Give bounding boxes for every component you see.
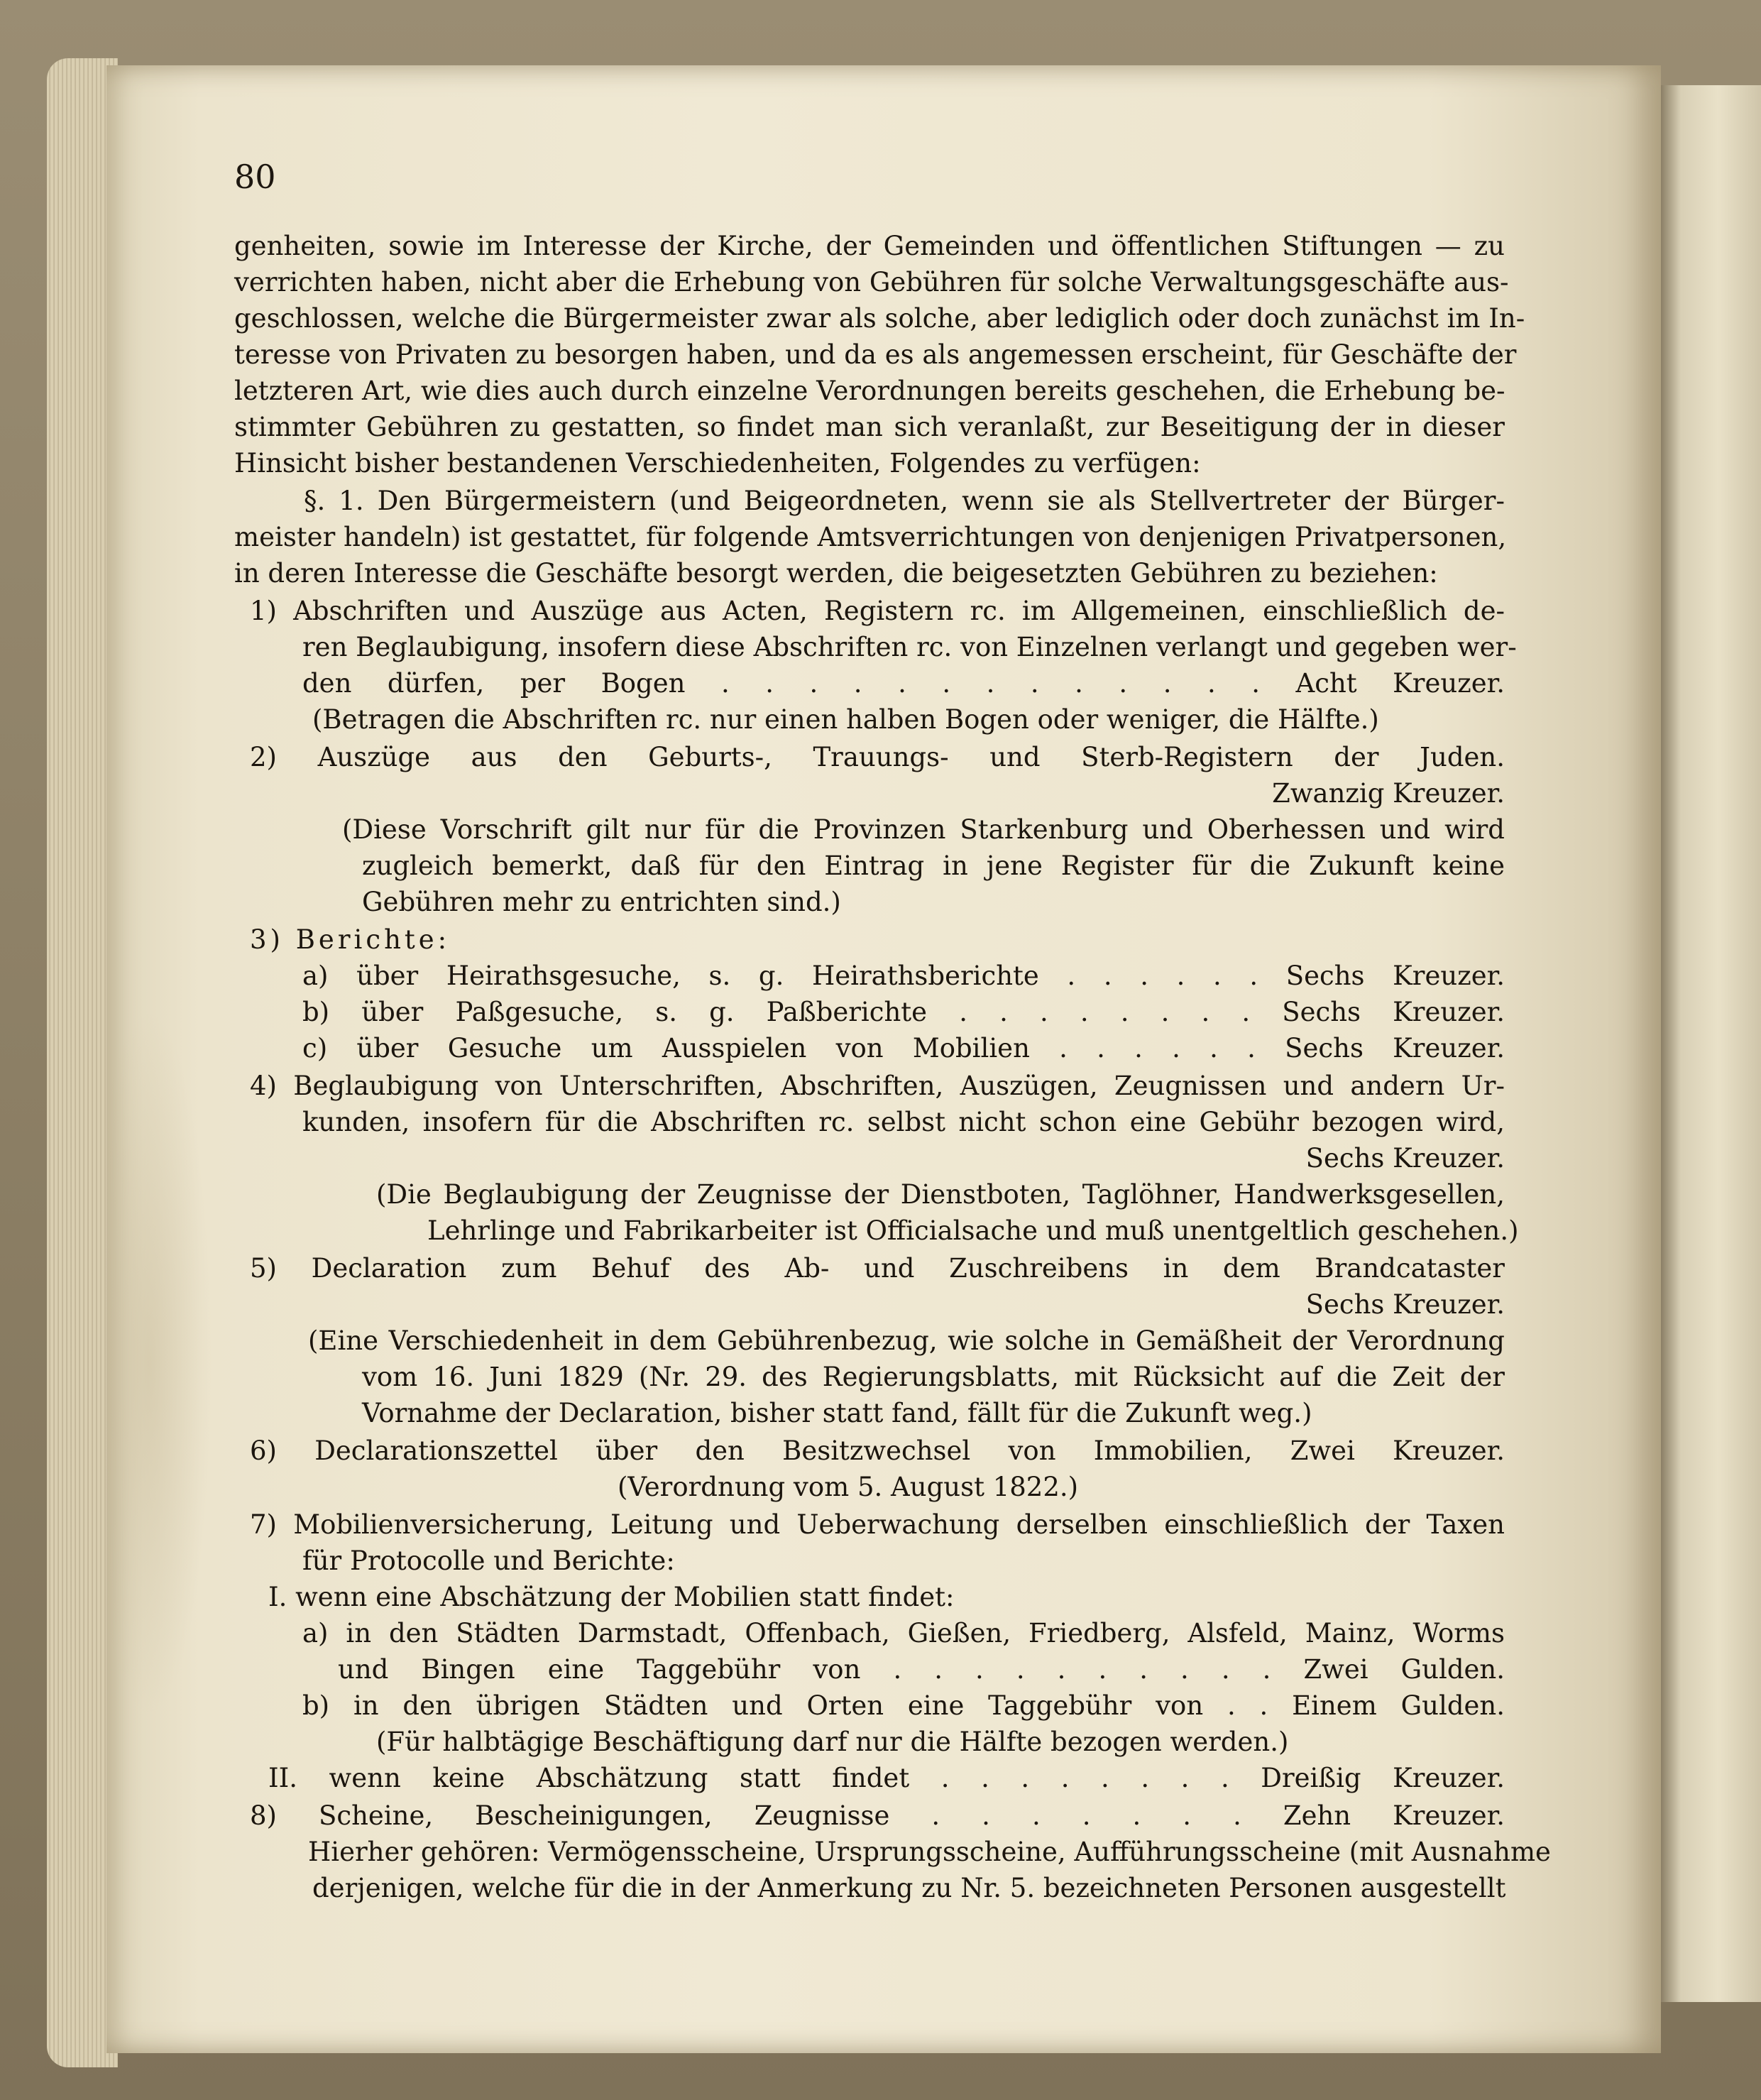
- paper-stain: [106, 1008, 213, 1718]
- note-line: (Verordnung vom 5. August 1822.): [618, 1472, 1079, 1502]
- list-item: 5) Declaration zum Behuf des Ab- und Zuschreibens in dem Brandcataster: [250, 1253, 1505, 1284]
- note-line: (Eine Verschiedenheit in dem Gebührenbezug, wie solche in Gemäßheit der Verordnung: [308, 1325, 1505, 1356]
- note-line: Vornahme der Declaration, bisher statt fand, fällt für die Zukunft weg.): [362, 1398, 1312, 1428]
- note-line: (Die Beglaubigung der Zeugnisse der Dienstboten, Taglöhner, Handwerksgesellen,: [376, 1179, 1505, 1210]
- list-item: 4) Beglaubigung von Unterschriften, Abschriften, Auszügen, Zeugnissen und andern Ur-: [250, 1071, 1505, 1101]
- list-item: 8) Scheine, Bescheinigungen, Zeugnisse . . . . . . . Zehn Kreuzer.: [250, 1800, 1505, 1831]
- list-item: 7) Mobilienversicherung, Leitung und Ueberwachung derselben einschließlich der Taxen: [250, 1509, 1505, 1540]
- note-line: (Für halbtägige Beschäftigung darf nur die Hälfte bezogen werden.): [376, 1727, 1289, 1757]
- fee-amount: Sechs Kreuzer.: [1305, 1143, 1505, 1174]
- text-line: den dürfen, per Bogen . . . . . . . . . . . . . Acht Kreuzer.: [302, 668, 1505, 699]
- sub-item: b) in den übrigen Städten und Orten eine Taggebühr von . . Einem Gulden.: [302, 1690, 1505, 1721]
- note-line: Lehrlinge und Fabrikarbeiter ist Officialsache und muß unentgeltlich geschehen.): [427, 1215, 1519, 1246]
- text-line: in deren Interesse die Geschäfte besorgt werden, die beigesetzten Gebühren zu beziehen:: [234, 558, 1438, 589]
- text-line: kunden, insofern für die Abschriften rc. selbst nicht schon eine Gebühr bezogen wird,: [302, 1107, 1505, 1137]
- text-line: und Bingen eine Taggebühr von . . . . . . . . . . Zwei Gulden.: [338, 1654, 1505, 1685]
- list-item: 3) Berichte:: [250, 924, 451, 955]
- text-line: geschlossen, welche die Bürgermeister zwar als solche, aber lediglich oder doch zunächst im In-: [234, 303, 1525, 334]
- list-item: 1) Abschriften und Auszüge aus Acten, Registern rc. im Allgemeinen, einschließlich de-: [250, 596, 1505, 626]
- facing-page: [1654, 85, 1761, 2002]
- text-line: für Protocolle und Berichte:: [302, 1546, 675, 1576]
- note-line: (Diese Vorschrift gilt nur für die Provinzen Starkenburg und Oberhessen und wird: [342, 814, 1505, 845]
- sub-item: I. wenn eine Abschätzung der Mobilien statt findet:: [268, 1582, 955, 1612]
- text-line: ren Beglaubigung, insofern diese Abschriften rc. von Einzelnen verlangt und gegeben wer-: [302, 632, 1517, 662]
- section-heading: §. 1. Den Bürgermeistern (und Beigeordneten, wenn sie als Stellvertreter der Bürger-: [304, 486, 1505, 516]
- fee-amount: Sechs Kreuzer.: [1305, 1289, 1505, 1320]
- sub-item: a) in den Städten Darmstadt, Offenbach, Gießen, Friedberg, Alsfeld, Mainz, Worms: [302, 1618, 1505, 1648]
- note-line: vom 16. Juni 1829 (Nr. 29. des Regierungsblatts, mit Rücksicht auf die Zeit der: [362, 1362, 1505, 1392]
- fee-amount: Zwanzig Kreuzer.: [1272, 778, 1505, 809]
- note-line: (Betragen die Abschriften rc. nur einen halben Bogen oder weniger, die Hälfte.): [312, 704, 1379, 735]
- list-item: 2) Auszüge aus den Geburts-, Trauungs- und Sterb-Registern der Juden.: [250, 742, 1505, 772]
- sub-item: a) über Heirathsgesuche, s. g. Heirathsberichte . . . . . . Sechs Kreuzer.: [302, 961, 1505, 991]
- text-line: meister handeln) ist gestattet, für folgende Amtsverrichtungen von denjenigen Privatpersonen,: [234, 522, 1507, 552]
- text-line: Hinsicht bisher bestandenen Verschiedenheiten, Folgendes zu verfügen:: [234, 448, 1201, 478]
- text-line: derjenigen, welche für die in der Anmerkung zu Nr. 5. bezeichneten Personen ausgestellt: [312, 1873, 1506, 1903]
- text-line: verrichten haben, nicht aber die Erhebung von Gebühren für solche Verwaltungsgeschäfte aus-: [234, 267, 1509, 297]
- text-line: letzteren Art, wie dies auch durch einzelne Verordnungen bereits geschehen, die Erhebung be-: [234, 376, 1505, 406]
- text-line: stimmter Gebühren zu gestatten, so findet man sich veranlaßt, zur Beseitigung der in dieser: [234, 412, 1505, 442]
- sub-item: c) über Gesuche um Ausspielen von Mobilien . . . . . . Sechs Kreuzer.: [302, 1033, 1505, 1063]
- text-line: genheiten, sowie im Interesse der Kirche, der Gemeinden und öffentlichen Stiftungen — zu: [234, 231, 1505, 261]
- list-item: 6) Declarationszettel über den Besitzwechsel von Immobilien, Zwei Kreuzer.: [250, 1435, 1505, 1466]
- note-line: zugleich bemerkt, daß für den Eintrag in jene Register für die Zukunft keine: [362, 851, 1505, 881]
- text-line: Hierher gehören: Vermögensscheine, Ursprungsscheine, Aufführungsscheine (mit Ausnahme: [308, 1837, 1551, 1867]
- page-number: 80: [234, 158, 276, 196]
- note-line: Gebühren mehr zu entrichten sind.): [362, 887, 841, 917]
- sub-item: b) über Paßgesuche, s. g. Paßberichte . . . . . . . . Sechs Kreuzer.: [302, 997, 1505, 1027]
- text-line: teresse von Privaten zu besorgen haben, und da es als angemessen erscheint, für Geschäfte der: [234, 339, 1517, 370]
- sub-item: II. wenn keine Abschätzung statt findet . . . . . . . . Dreißig Kreuzer.: [268, 1763, 1505, 1793]
